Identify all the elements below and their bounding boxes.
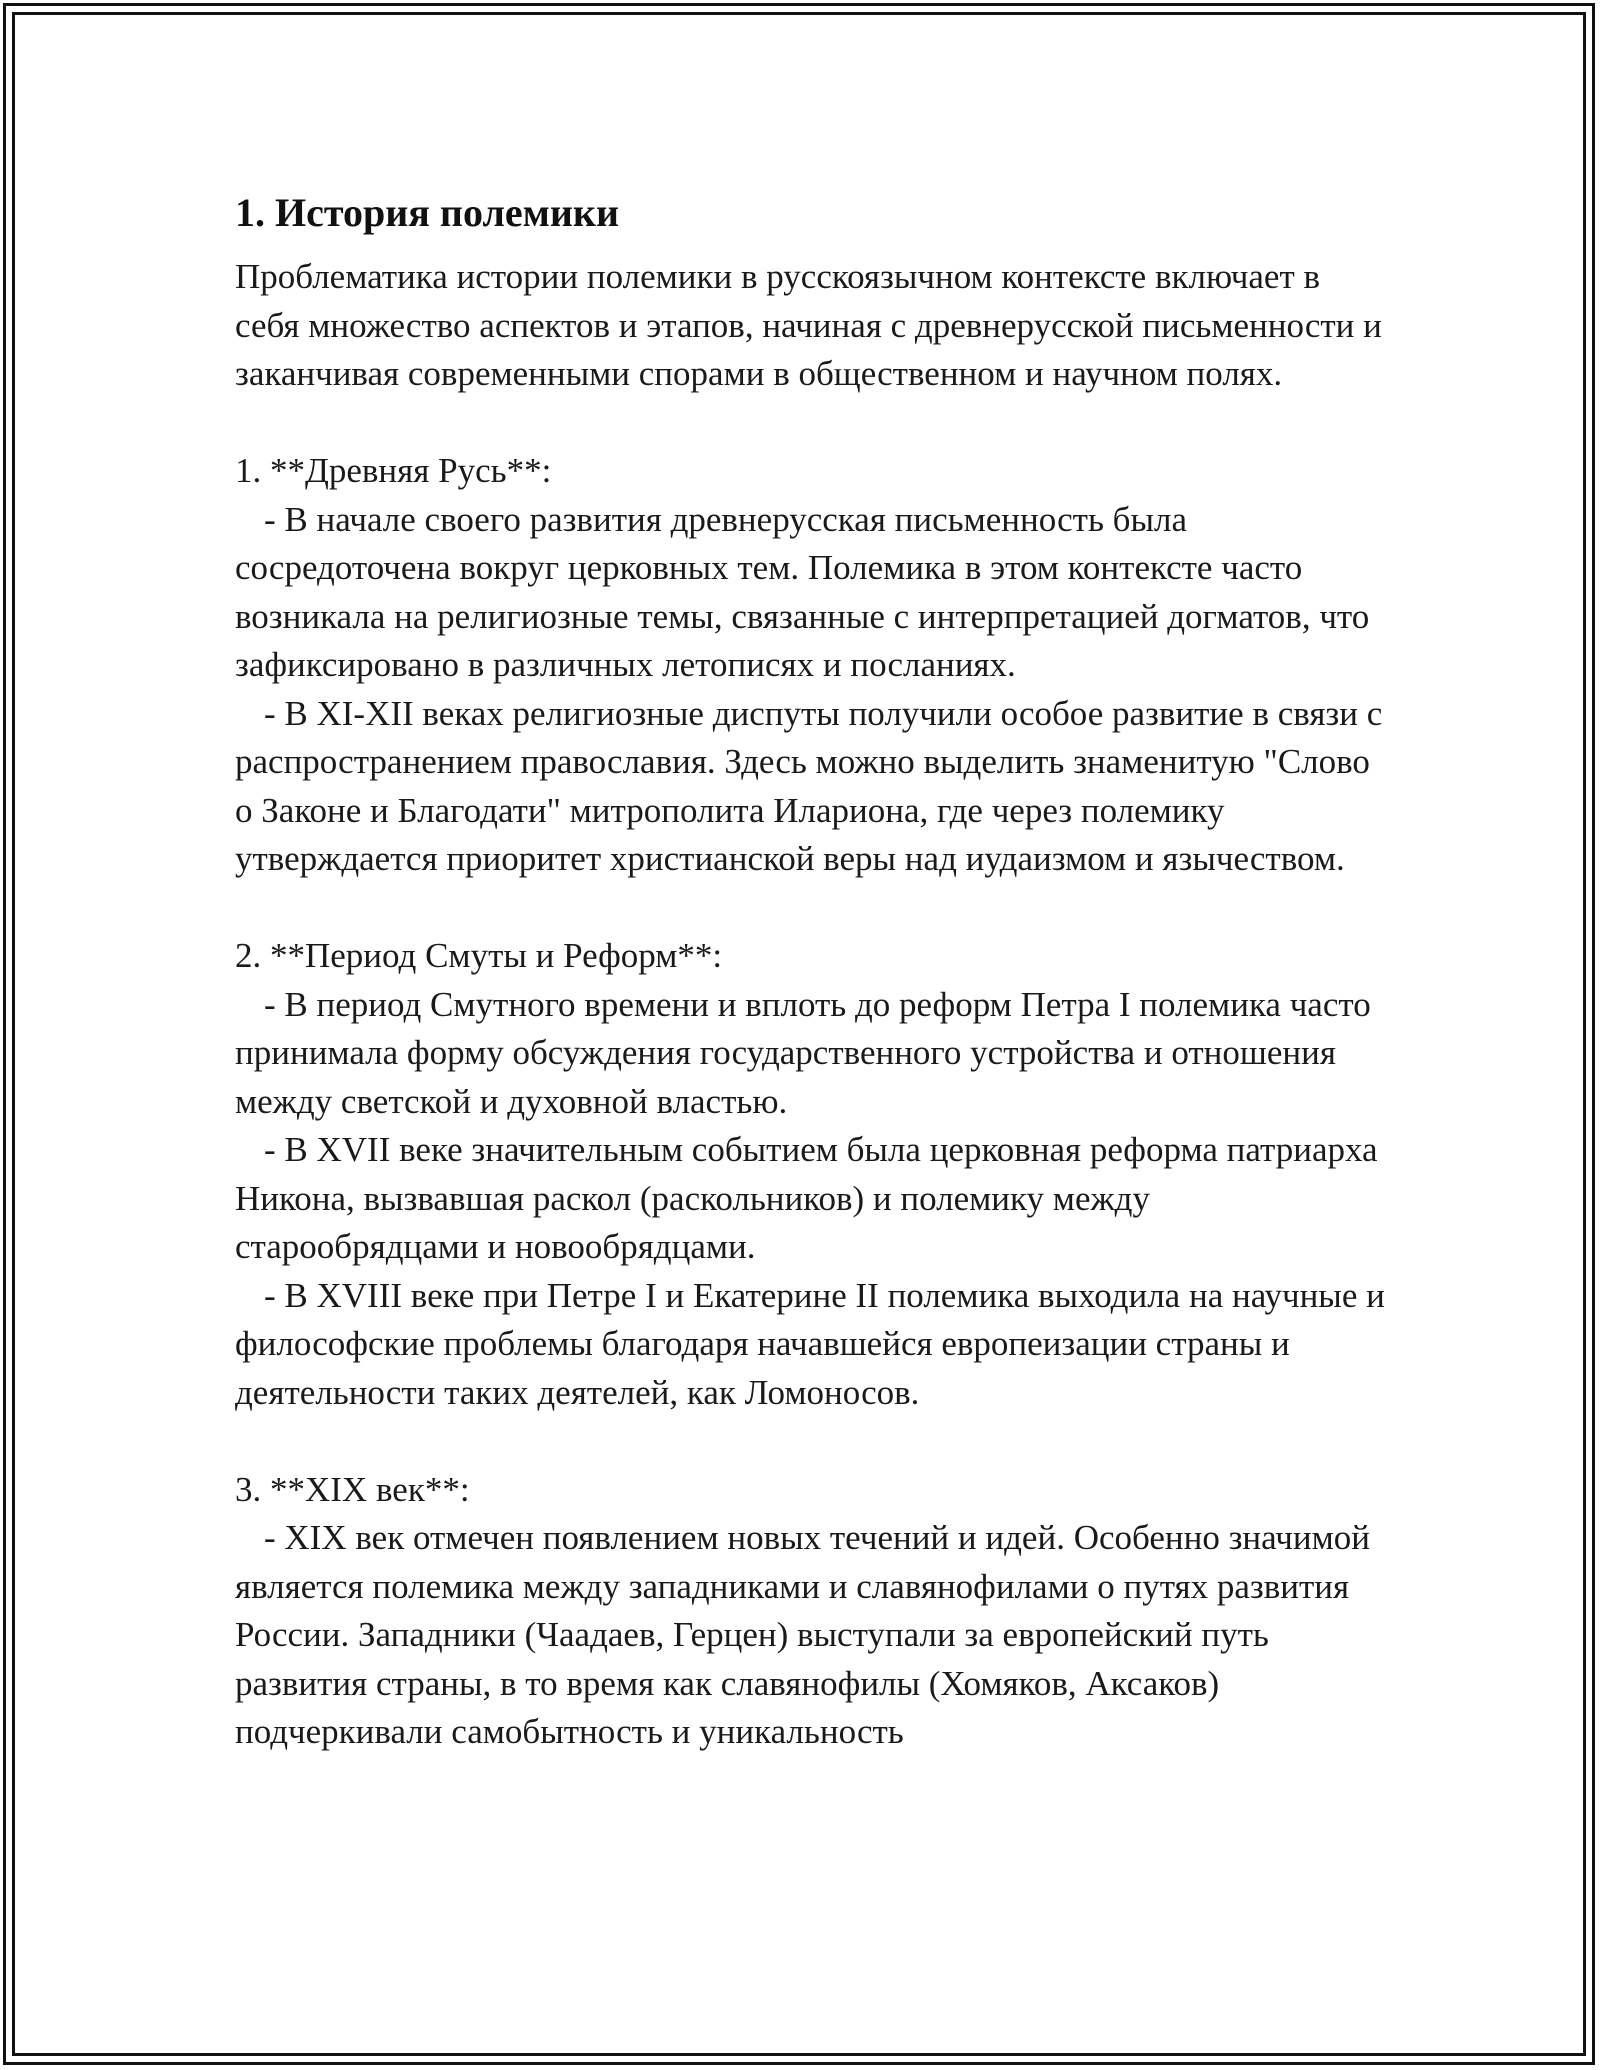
paragraph-gap <box>235 884 1385 933</box>
paragraph-gap <box>235 399 1385 448</box>
bullet-item: - В XI-XII веках религиозные диспуты получили особое развитие в связи с распространением православия. Здесь можно выделить знаменитую "Слово о Законе и Благодати" митрополита Илариона, где через полемику утверждается приоритет христианской веры над иудаизмом и язычеством. <box>235 693 1383 878</box>
bullet-item: - В период Смутного времени и вплоть до реформ Петра I полемика часто принимала форму обсуждения государственного устройства и отношения между светской и духовной властью. <box>235 984 1371 1121</box>
section-title: 2. **Период Смуты и Реформ**: <box>235 936 723 975</box>
document-body <box>235 185 1385 1757</box>
paragraph-gap <box>235 1417 1385 1466</box>
section-heading: 1. История полемики <box>235 190 620 235</box>
section-19th-century <box>235 1466 1385 1757</box>
bullet-item: - В начале своего развития древнерусская письменность была сосредоточена вокруг церковных тем. Полемика в этом контексте часто возникала на религиозные темы, связанные с интерпретацией догматов, что зафиксировано в различных летописях и посланиях. <box>235 499 1370 684</box>
bullet-item: - XIX век отмечен появлением новых течений и идей. Особенно значимой является полемика между западниками и славянофилами о путях развития России. Западники (Чаадаев, Герцен) выступали за европейский путь развития страны, в то время как славянофилы (Хомяков, Аксаков) подчеркивали самобытность и уникальность <box>235 1518 1371 1751</box>
bullet-item: - В XVII веке значительным событием была церковная реформа патриарха Никона, вызвавшая раскол (раскольников) и полемику между старообрядцами и новообрядцами. <box>235 1130 1378 1266</box>
bullet-item: - В XVIII веке при Петре I и Екатерине II полемика выходила на научные и философские проблемы благодаря начавшейся европеизации страны и деятельности таких деятелей, как Ломоносов. <box>235 1275 1385 1412</box>
section-troubles-reforms <box>235 932 1385 1417</box>
section-ancient-rus <box>235 447 1385 884</box>
section-title: 1. **Древняя Русь**: <box>235 451 552 490</box>
intro-paragraph: Проблематика истории полемики в русскоязычном контексте включает в себя множество аспектов и этапов, начиная с древнерусской письменности и заканчивая современными спорами в общественном и научном полях. <box>235 257 1382 393</box>
section-title: 3. **XIX век**: <box>235 1469 470 1509</box>
